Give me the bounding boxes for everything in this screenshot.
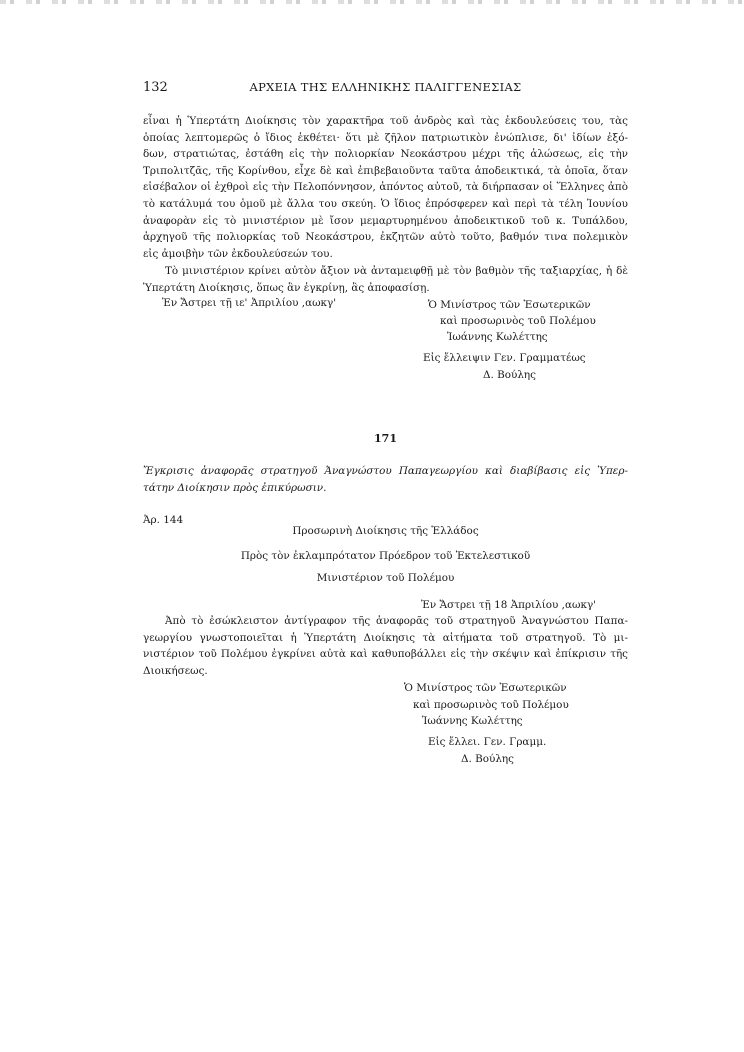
- text-line: Ἔγκρισις ἀναφορᾶς στρατηγοῦ Ἀναγνώστου Παπαγεωργίου καὶ διαβίβασις εἰς Ὑπερ-: [143, 465, 628, 477]
- text-line: νιστέριον τοῦ Πολέμου ἐγκρίνει αὐτὰ καὶ καθυποβάλλει εἰς τὴν σκέψιν καὶ ἐπίκρισιν τῆς: [143, 648, 628, 661]
- signature-line: καὶ προσωρινὸς τοῦ Πολέμου: [440, 315, 596, 327]
- signature-line: καὶ προσωρινὸς τοῦ Πολέμου: [413, 699, 569, 711]
- text-line: τάτην Διοίκησιν πρὸς ἐπικύρωσιν.: [143, 481, 327, 494]
- text-line: γεωργίου γνωστοποιεῖται ἡ Ὑπερτάτη Διοίκησις τὰ αἰτήματα τοῦ στρατηγοῦ. Τὸ μι-: [143, 631, 628, 644]
- secretary-name: Δ. Βούλης: [461, 753, 514, 765]
- text-line: εἶναι ἡ Ὑπερτάτη Διοίκησις τὸν χαρακτῆρα τοῦ ἀνδρὸς καὶ τὰς ἐκδουλεύσεις του, τὰς: [143, 115, 628, 127]
- text-line: εἰς ἀμοιβὴν τῶν ἐκδουλεύσεών του.: [143, 247, 333, 260]
- doc171-summary: [143, 463, 628, 496]
- signature-name: Ἰωάννης Κωλέττης: [422, 715, 523, 727]
- issuer-line: Προσωρινὴ Διοίκησις τῆς Ἑλλάδος: [292, 525, 479, 537]
- signature-line: Ὁ Μινίστρος τῶν Ἐσωτερικῶν: [428, 299, 591, 311]
- doc171-place-date: Ἐν Ἄστρει τῇ 18 Ἀπριλίου ,αωκγ': [421, 599, 597, 611]
- text-line: ἀρχηγοῦ τῆς πολιορκίας τοῦ Νεοκάστρου, ἐκζητῶν αὐτὸ τοῦτο, βαθμόν τινα πολεμικὸν: [143, 231, 628, 244]
- scan-edge-artifact: [0, 0, 744, 4]
- text-line: εἰσέβαλον οἱ ἐχθροὶ εἰς τὴν Πελοπόννησον, ἀπόντος αὐτοῦ, τὰ διήρπασαν οἱ Ἕλληνες ἀπὸ: [143, 181, 628, 194]
- text-line: Ἀπὸ τὸ ἐσώκλειστον ἀντίγραφον τῆς ἀναφορᾶς τοῦ στρατηγοῦ Ἀναγνώστου Παπα-: [165, 615, 628, 627]
- page-number: 132: [143, 80, 168, 95]
- doc171-body: [143, 613, 628, 679]
- document-number: 171: [374, 432, 397, 445]
- text-line: Διοικήσεως.: [143, 664, 208, 677]
- doc170-place-date: Ἐν Ἄστρει τῇ ιε' Ἀπριλίου ,αωκγ': [162, 297, 337, 309]
- running-title: ΑΡΧΕΙΑ ΤΗΣ ΕΛΛΗΝΙΚΗΣ ΠΑΛΙΓΓΕΝΕΣΙΑΣ: [249, 80, 522, 94]
- secretary-name: Δ. Βούλης: [483, 369, 536, 381]
- secretary-line: Εἰς ἔλλει. Γεν. Γραμμ.: [428, 736, 547, 748]
- doc170-paragraph-1: [143, 113, 628, 262]
- addressee-line: Πρὸς τὸν ἐκλαμπρότατον Πρόεδρον τοῦ Ἐκτελεστικοῦ: [240, 550, 531, 562]
- reference-number: Ἀρ. 144: [143, 514, 184, 526]
- signature-name: Ἰωάννης Κωλέττης: [447, 331, 548, 343]
- addressee-line: Μινιστέριον τοῦ Πολέμου: [316, 572, 455, 584]
- text-line: δων, στρατιώτας, ἐστάθη εἰς τὴν πολιορκίαν Νεοκάστρου μέχρι τῆς ἁλώσεως, εἰς τὴν: [143, 148, 628, 161]
- text-line: τὸ κατάλυμά του ὁμοῦ μὲ ἄλλα του σκεύη. Ὁ ἴδιος ἐπρόσφερεν καὶ περὶ τὰ τέλη Ἰουνίου: [143, 197, 628, 210]
- text-line: Τὸ μινιστέριον κρίνει αὐτὸν ἄξιον νὰ ἀνταμειφθῇ μὲ τὸν βαθμὸν τῆς ταξιαρχίας, ἡ δὲ: [165, 265, 628, 277]
- text-line: Τριπολιτζᾶς, τῆς Κορίνθου, εἶχε δὲ καὶ ἐπιβεβαιοῦντα ταῦτα ἀποδεικτικά, τὰ ὁποῖα, ὅταν: [143, 164, 628, 177]
- text-line: ἀναφορὰν εἰς τὸ μινιστέριον μὲ ἴσον μεμαρτυρημένου ἀποδεικτικοῦ τοῦ κ. Τυπάλδου,: [143, 214, 628, 227]
- secretary-line: Εἰς ἔλλειψιν Γεν. Γραμματέως: [423, 352, 586, 364]
- text-line: Ὑπερτάτη Διοίκησις, ὅπως ἂν ἐγκρίνῃ, ἂς ἀποφασίσῃ.: [143, 281, 430, 294]
- page-header: [143, 80, 628, 100]
- text-line: ὁποίας λεπτομερῶς ὁ ἴδιος ἐκθέτει· ὅτι μὲ ζῆλον πατριωτικὸν ἐνώπλισε, δι' ἰδίων ἐξό-: [143, 131, 628, 144]
- signature-line: Ὁ Μινίστρος τῶν Ἐσωτερικῶν: [404, 682, 567, 694]
- doc170-paragraph-2: [143, 263, 628, 296]
